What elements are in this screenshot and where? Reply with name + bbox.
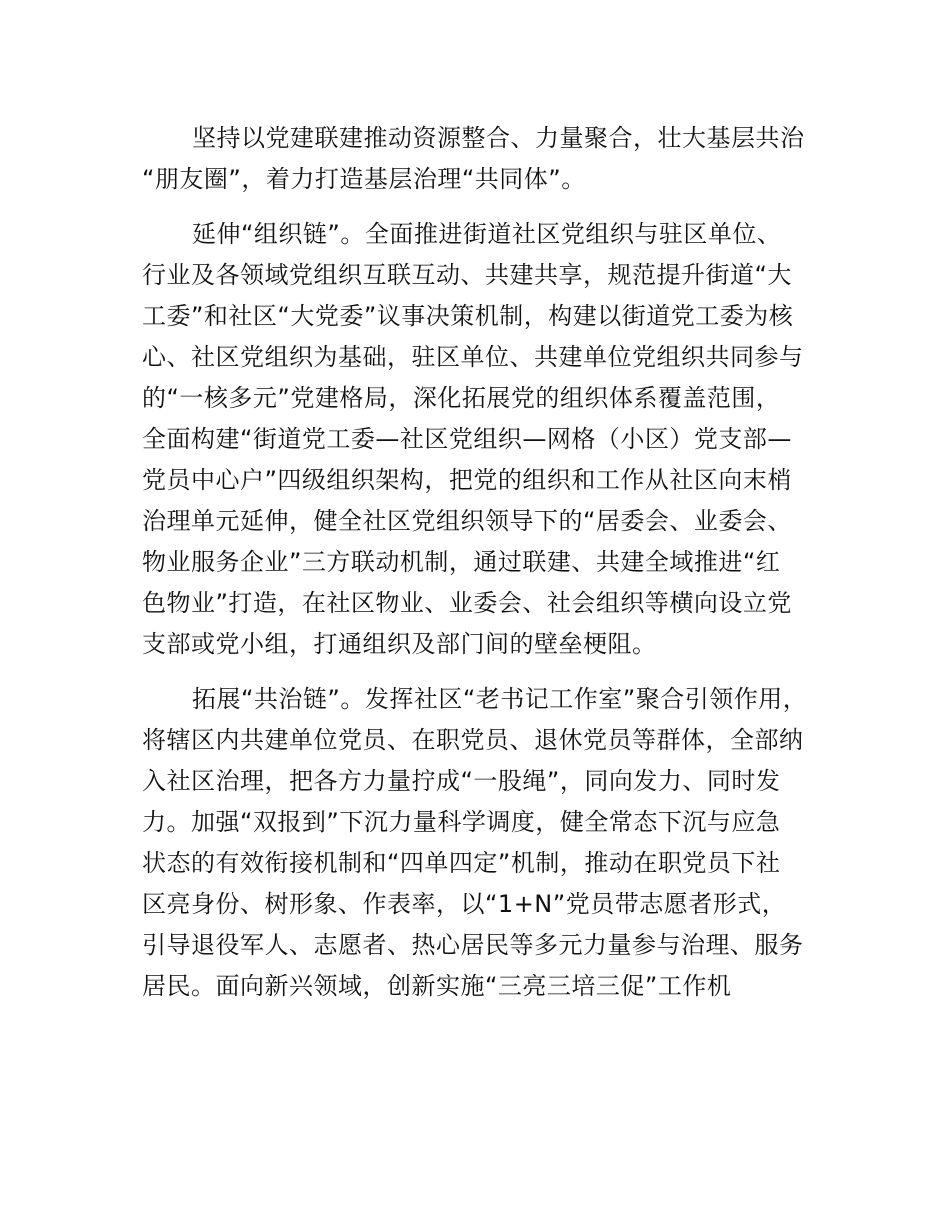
text-line: 入社区治理，把各方力量拧成“一股绳”，同向发力、同时发	[142, 767, 781, 795]
text-line: 行业及各领域党组织互联互动、共建共享，规范提升街道“大	[142, 261, 792, 289]
text-line: 将辖区内共建单位党员、在职党员、退休党员等群体，全部纳	[142, 726, 804, 754]
text-line: 支部或党小组，打通组织及部门间的壁垒梗阻。	[142, 630, 657, 658]
text-line: 色物业”打造，在社区物业、业委会、社会组织等横向设立党	[142, 589, 792, 617]
text-line: 坚持以党建联建推动资源整合、力量聚合，壮大基层共治	[192, 124, 805, 152]
text-line: 状态的有效衔接机制和“四单四定”机制，推动在职党员下社	[142, 849, 781, 877]
paragraph-organization-chain	[142, 214, 842, 665]
text-line: 心、社区党组织为基础，驻区单位、共建单位党组织共同参与	[142, 343, 804, 371]
text-line: 物业服务企业”三方联动机制，通过联建、共建全域推进“红	[142, 548, 781, 576]
text-line: 延伸“组织链”。全面推进街道社区党组织与驻区单位、	[192, 220, 782, 248]
paragraph-governance-chain	[142, 679, 842, 1007]
text-line: 拓展“共治链”。发挥社区“老书记工作室”聚合引领作用，	[192, 685, 808, 713]
text-line: 治理单元延伸，健全社区党组织领导下的“居委会、业委会、	[142, 507, 792, 535]
text-line: 力。加强“双报到”下沉力量科学调度，健全常态下沉与应急	[142, 808, 781, 836]
text-line: 居民。面向新兴领域，创新实施“三亮三培三促”工作机	[142, 972, 732, 1000]
body-text	[142, 118, 842, 1021]
text-line: 引导退役军人、志愿者、热心居民等多元力量参与治理、服务	[142, 931, 804, 959]
text-line: 区亮身份、树形象、作表率，以“1+N”党员带志愿者形式，	[142, 890, 787, 918]
text-line: 工委”和社区“大党委”议事决策机制，构建以街道党工委为核	[142, 302, 794, 330]
text-line: “朋友圈”，着力打造基层治理“共同体”。	[142, 165, 586, 193]
text-line: 党员中心户”四级组织架构，把党的组织和工作从社区向末梢	[142, 466, 792, 494]
text-line: 全面构建“街道党工委—社区党组织—网格（小区）党支部—	[142, 425, 792, 453]
text-line: 的“一核多元”党建格局，深化拓展党的组织体系覆盖范围，	[142, 384, 781, 412]
paragraph-intro	[142, 118, 842, 200]
